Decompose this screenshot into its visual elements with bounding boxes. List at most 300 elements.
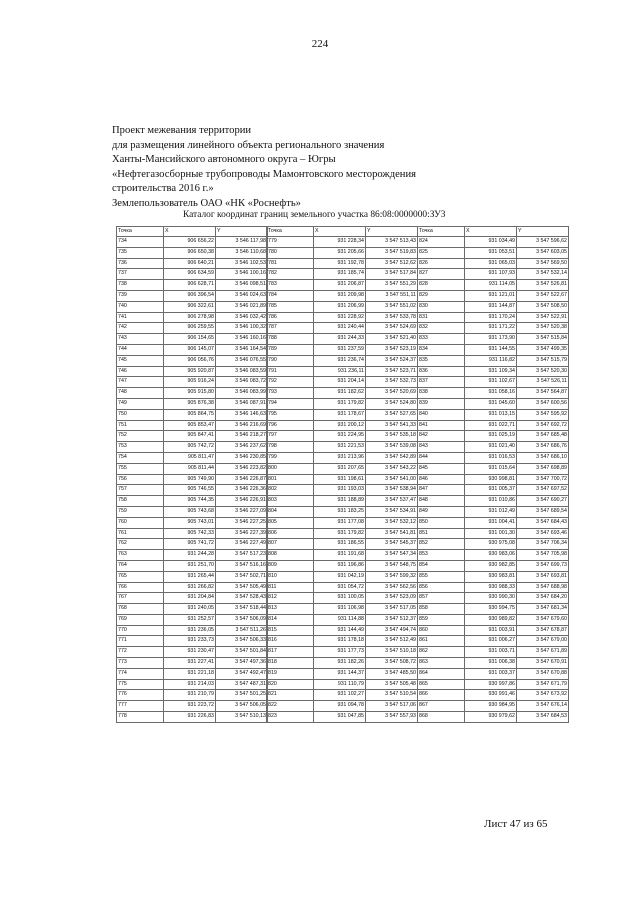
cell-y: 3 547 532,73 — [366, 377, 418, 388]
cell-x: 930 998,81 — [465, 474, 517, 485]
cell-point: 751 — [117, 420, 164, 431]
table-row — [117, 420, 268, 431]
cell-x: 906 322,61 — [164, 301, 216, 312]
table-row — [117, 312, 268, 323]
cell-x: 931 065,03 — [465, 258, 517, 269]
cell-point: 849 — [418, 506, 465, 517]
table-row — [267, 463, 418, 474]
cell-point: 837 — [418, 377, 465, 388]
cell-x: 931 177,08 — [314, 517, 366, 528]
table-row — [117, 269, 268, 280]
cell-x: 931 107,93 — [465, 269, 517, 280]
table-row — [267, 604, 418, 615]
cell-point: 746 — [117, 366, 164, 377]
table-row — [117, 344, 268, 355]
cell-point: 802 — [267, 485, 314, 496]
column-header-point: Точка — [117, 227, 164, 237]
cell-point: 775 — [117, 679, 164, 690]
table-row — [418, 280, 569, 291]
cell-y: 3 547 517,84 — [366, 269, 418, 280]
cell-y: 3 547 698,89 — [517, 463, 569, 474]
cell-x: 930 984,95 — [465, 701, 517, 712]
cell-x: 931 207,65 — [314, 463, 366, 474]
cell-y: 3 547 673,92 — [517, 690, 569, 701]
table-row — [267, 344, 418, 355]
cell-y: 3 547 679,60 — [517, 614, 569, 625]
cell-point: 864 — [418, 668, 465, 679]
cell-point: 796 — [267, 420, 314, 431]
cell-point: 844 — [418, 452, 465, 463]
cell-y: 3 547 684,20 — [517, 593, 569, 604]
cell-y: 3 546 160,16 — [216, 334, 268, 345]
cell-y: 3 547 510,18 — [366, 647, 418, 658]
table-row — [418, 517, 569, 528]
table-row — [418, 528, 569, 539]
cell-point: 866 — [418, 690, 465, 701]
cell-y: 3 547 520,69 — [366, 388, 418, 399]
cell-x: 931 182,26 — [314, 658, 366, 669]
cell-x: 906 650,38 — [164, 247, 216, 258]
cell-point: 783 — [267, 280, 314, 291]
cell-x: 905 853,47 — [164, 420, 216, 431]
table-row — [418, 301, 569, 312]
cell-x: 931 185,74 — [314, 269, 366, 280]
cell-x: 931 004,41 — [465, 517, 517, 528]
table-row — [418, 463, 569, 474]
cell-y: 3 547 551,11 — [366, 290, 418, 301]
cell-x: 931 228,92 — [314, 312, 366, 323]
table-row — [267, 258, 418, 269]
cell-point: 737 — [117, 269, 164, 280]
cell-x: 905 847,41 — [164, 431, 216, 442]
table-header-row — [418, 227, 569, 237]
cell-x: 905 749,90 — [164, 474, 216, 485]
cell-point: 829 — [418, 290, 465, 301]
table-row — [418, 496, 569, 507]
cell-y: 3 547 551,02 — [366, 301, 418, 312]
cell-point: 745 — [117, 355, 164, 366]
table-row — [267, 701, 418, 712]
cell-y: 3 547 512,62 — [366, 258, 418, 269]
cell-point: 848 — [418, 496, 465, 507]
cell-point: 831 — [418, 312, 465, 323]
table-row — [117, 355, 268, 366]
cell-point: 832 — [418, 323, 465, 334]
cell-point: 803 — [267, 496, 314, 507]
table-row — [267, 539, 418, 550]
cell-y: 3 547 533,78 — [366, 312, 418, 323]
cell-x: 931 144,49 — [314, 625, 366, 636]
cell-y: 3 547 693,46 — [517, 528, 569, 539]
cell-x: 931 192,78 — [314, 258, 366, 269]
cell-y: 3 547 524,69 — [366, 323, 418, 334]
cell-point: 865 — [418, 679, 465, 690]
cell-point: 771 — [117, 636, 164, 647]
cell-point: 843 — [418, 442, 465, 453]
cell-point: 782 — [267, 269, 314, 280]
cell-y: 3 547 492,47 — [216, 668, 268, 679]
table-row — [267, 560, 418, 571]
cell-point: 839 — [418, 398, 465, 409]
cell-x: 930 988,33 — [465, 582, 517, 593]
cell-y: 3 547 524,80 — [366, 398, 418, 409]
table-row — [267, 323, 418, 334]
cell-y: 3 547 511,26 — [216, 625, 268, 636]
cell-x: 905 811,47 — [164, 452, 216, 463]
cell-y: 3 546 102,53 — [216, 258, 268, 269]
table-row — [117, 550, 268, 561]
cell-x: 931 214,03 — [164, 679, 216, 690]
table-header-row — [117, 227, 268, 237]
cell-point: 850 — [418, 517, 465, 528]
cell-y: 3 547 569,50 — [517, 258, 569, 269]
cell-x: 931 006,27 — [465, 636, 517, 647]
cell-point: 826 — [418, 258, 465, 269]
cell-x: 931 102,27 — [314, 690, 366, 701]
cell-point: 806 — [267, 528, 314, 539]
cell-point: 857 — [418, 593, 465, 604]
cell-point: 822 — [267, 701, 314, 712]
cell-y: 3 546 164,54 — [216, 344, 268, 355]
cell-y: 3 546 032,42 — [216, 312, 268, 323]
cell-x: 931 045,60 — [465, 398, 517, 409]
cell-y: 3 547 693,81 — [517, 571, 569, 582]
table-row — [267, 377, 418, 388]
cell-y: 3 547 506,09 — [216, 614, 268, 625]
cell-point: 743 — [117, 334, 164, 345]
page-number: 224 — [311, 38, 329, 50]
cell-point: 741 — [117, 312, 164, 323]
cell-y: 3 547 520,38 — [517, 323, 569, 334]
cell-point: 804 — [267, 506, 314, 517]
cell-point: 845 — [418, 463, 465, 474]
cell-point: 819 — [267, 668, 314, 679]
cell-x: 931 025,19 — [465, 431, 517, 442]
table-row — [418, 452, 569, 463]
table-row — [117, 442, 268, 453]
cell-x: 931 204,14 — [314, 377, 366, 388]
cell-x: 930 983,06 — [465, 550, 517, 561]
cell-point: 735 — [117, 247, 164, 258]
cell-y: 3 547 524,37 — [366, 355, 418, 366]
cell-y: 3 547 706,34 — [517, 539, 569, 550]
table-row — [117, 582, 268, 593]
table-row — [267, 517, 418, 528]
cell-x: 931 021,40 — [465, 442, 517, 453]
cell-y: 3 547 526,81 — [517, 280, 569, 291]
table-row — [267, 496, 418, 507]
cell-point: 788 — [267, 334, 314, 345]
cell-x: 931 236,11 — [314, 366, 366, 377]
cell-point: 855 — [418, 571, 465, 582]
cell-x: 930 979,62 — [465, 712, 517, 723]
cell-x: 931 183,25 — [314, 506, 366, 517]
cell-y: 3 546 117,98 — [216, 237, 268, 248]
cell-point: 847 — [418, 485, 465, 496]
cell-x: 931 237,59 — [314, 344, 366, 355]
cell-y: 3 546 226,36 — [216, 485, 268, 496]
table-row — [267, 679, 418, 690]
cell-y: 3 547 697,52 — [517, 485, 569, 496]
cell-y: 3 546 223,82 — [216, 463, 268, 474]
table-row — [117, 625, 268, 636]
cell-x: 931 178,67 — [314, 409, 366, 420]
cell-point: 851 — [418, 528, 465, 539]
cell-point: 812 — [267, 593, 314, 604]
table-row — [117, 679, 268, 690]
cell-x: 931 223,72 — [164, 701, 216, 712]
cell-x: 905 744,35 — [164, 496, 216, 507]
cell-point: 859 — [418, 614, 465, 625]
cell-x: 931 178,18 — [314, 636, 366, 647]
table-row — [418, 290, 569, 301]
table-row — [117, 712, 268, 723]
cell-point: 765 — [117, 571, 164, 582]
cell-y: 3 547 537,47 — [366, 496, 418, 507]
sheet-counter: Лист 47 из 65 — [484, 818, 548, 830]
cell-x: 931 015,64 — [465, 463, 517, 474]
cell-x: 906 656,22 — [164, 237, 216, 248]
table-row — [418, 550, 569, 561]
cell-x: 931 094,78 — [314, 701, 366, 712]
cell-point: 774 — [117, 668, 164, 679]
cell-y: 3 546 146,63 — [216, 409, 268, 420]
cell-point: 852 — [418, 539, 465, 550]
cell-x: 931 121,01 — [465, 290, 517, 301]
cell-x: 930 994,75 — [465, 604, 517, 615]
cell-x: 931 204,84 — [164, 593, 216, 604]
table-row — [418, 431, 569, 442]
table-row — [418, 312, 569, 323]
table-caption: Каталог координат границ земельного участка 86:08:0000000:ЗУ3 — [183, 210, 446, 220]
cell-y: 3 547 685,48 — [517, 431, 569, 442]
cell-y: 3 547 520,30 — [517, 366, 569, 377]
cell-point: 744 — [117, 344, 164, 355]
cell-y: 3 547 517,23 — [216, 550, 268, 561]
table-row — [117, 474, 268, 485]
column-header-point: Точка — [267, 227, 314, 237]
cell-x: 905 916,24 — [164, 377, 216, 388]
cell-x: 931 182,62 — [314, 388, 366, 399]
table-row — [117, 560, 268, 571]
cell-point: 764 — [117, 560, 164, 571]
cell-y: 3 547 603,05 — [517, 247, 569, 258]
table-row — [117, 280, 268, 291]
cell-point: 807 — [267, 539, 314, 550]
table-row — [117, 323, 268, 334]
table-row — [418, 571, 569, 582]
cell-y: 3 547 599,32 — [366, 571, 418, 582]
table-row — [418, 506, 569, 517]
cell-x: 905 742,33 — [164, 528, 216, 539]
cell-point: 787 — [267, 323, 314, 334]
cell-y: 3 547 532,12 — [366, 517, 418, 528]
cell-point: 798 — [267, 442, 314, 453]
cell-point: 828 — [418, 280, 465, 291]
cell-x: 931 244,33 — [314, 334, 366, 345]
table-row — [117, 539, 268, 550]
cell-point: 814 — [267, 614, 314, 625]
cell-point: 824 — [418, 237, 465, 248]
table-row — [418, 269, 569, 280]
table-row — [267, 550, 418, 561]
cell-x: 931 042,19 — [314, 571, 366, 582]
cell-point: 853 — [418, 550, 465, 561]
cell-y: 3 547 681,34 — [517, 604, 569, 615]
cell-y: 3 547 690,27 — [517, 496, 569, 507]
cell-point: 791 — [267, 366, 314, 377]
cell-y: 3 547 564,87 — [517, 388, 569, 399]
cell-y: 3 547 557,93 — [366, 712, 418, 723]
cell-x: 931 144,37 — [314, 668, 366, 679]
table-row — [267, 625, 418, 636]
cell-x: 906 056,76 — [164, 355, 216, 366]
cell-y: 3 547 523,71 — [366, 366, 418, 377]
cell-point: 769 — [117, 614, 164, 625]
cell-point: 770 — [117, 625, 164, 636]
cell-y: 3 547 508,72 — [366, 658, 418, 669]
cell-x: 931 058,16 — [465, 388, 517, 399]
cell-y: 3 547 506,05 — [216, 701, 268, 712]
table-row — [267, 312, 418, 323]
cell-point: 761 — [117, 528, 164, 539]
cell-point: 816 — [267, 636, 314, 647]
cell-point: 778 — [117, 712, 164, 723]
cell-x: 931 213,96 — [314, 452, 366, 463]
cell-y: 3 547 516,16 — [216, 560, 268, 571]
table-row — [117, 237, 268, 248]
table-row — [117, 463, 268, 474]
cell-x: 931 240,44 — [314, 323, 366, 334]
cell-point: 818 — [267, 658, 314, 669]
cell-x: 931 003,37 — [465, 668, 517, 679]
cell-x: 906 640,21 — [164, 258, 216, 269]
cell-x: 931 054,72 — [314, 582, 366, 593]
cell-x: 931 233,73 — [164, 636, 216, 647]
cell-x: 905 742,72 — [164, 442, 216, 453]
cell-point: 862 — [418, 647, 465, 658]
cell-x: 931 240,05 — [164, 604, 216, 615]
column-header-y: Y — [216, 227, 268, 237]
cell-y: 3 547 595,92 — [517, 409, 569, 420]
table-row — [267, 668, 418, 679]
cell-x: 931 210,79 — [164, 690, 216, 701]
cell-point: 753 — [117, 442, 164, 453]
cell-x: 905 743,68 — [164, 506, 216, 517]
table-row — [117, 377, 268, 388]
cell-x: 931 205,66 — [314, 247, 366, 258]
cell-x: 931 265,44 — [164, 571, 216, 582]
coordinates-table-3 — [417, 226, 569, 723]
cell-point: 756 — [117, 474, 164, 485]
cell-x: 931 221,53 — [314, 442, 366, 453]
cell-y: 3 547 485,50 — [366, 668, 418, 679]
cell-y: 3 547 497,36 — [216, 658, 268, 669]
cell-point: 736 — [117, 258, 164, 269]
cell-point: 738 — [117, 280, 164, 291]
cell-point: 815 — [267, 625, 314, 636]
table-row — [117, 388, 268, 399]
cell-x: 906 396,54 — [164, 290, 216, 301]
cell-y: 3 546 083,99 — [216, 388, 268, 399]
cell-y: 3 546 100,16 — [216, 269, 268, 280]
column-header-x: X — [314, 227, 366, 237]
cell-y: 3 547 686,76 — [517, 442, 569, 453]
cell-y: 3 547 699,73 — [517, 560, 569, 571]
cell-y: 3 547 517,06 — [366, 701, 418, 712]
cell-y: 3 546 024,63 — [216, 290, 268, 301]
cell-x: 931 053,51 — [465, 247, 517, 258]
cell-x: 931 209,98 — [314, 290, 366, 301]
cell-point: 863 — [418, 658, 465, 669]
table-row — [267, 247, 418, 258]
cell-y: 3 547 671,89 — [517, 647, 569, 658]
table-row — [117, 431, 268, 442]
cell-x: 931 114,05 — [465, 280, 517, 291]
table-row — [418, 539, 569, 550]
cell-point: 763 — [117, 550, 164, 561]
cell-x: 931 003,91 — [465, 625, 517, 636]
cell-x: 931 198,61 — [314, 474, 366, 485]
cell-y: 3 547 519,83 — [366, 247, 418, 258]
cell-y: 3 547 686,10 — [517, 452, 569, 463]
cell-point: 810 — [267, 571, 314, 582]
header-line: Ханты-Мансийского автономного округа – Югры — [112, 154, 336, 166]
table-row — [418, 377, 569, 388]
cell-point: 772 — [117, 647, 164, 658]
cell-point: 860 — [418, 625, 465, 636]
cell-x: 905 746,55 — [164, 485, 216, 496]
cell-y: 3 547 539,08 — [366, 442, 418, 453]
cell-y: 3 547 528,43 — [216, 593, 268, 604]
table-row — [267, 290, 418, 301]
table-row — [267, 528, 418, 539]
cell-x: 931 116,82 — [465, 355, 517, 366]
table-row — [117, 571, 268, 582]
table-row — [267, 614, 418, 625]
cell-x: 931 177,73 — [314, 647, 366, 658]
cell-point: 808 — [267, 550, 314, 561]
table-row — [267, 636, 418, 647]
cell-point: 836 — [418, 366, 465, 377]
table-row — [117, 258, 268, 269]
table-row — [418, 258, 569, 269]
cell-y: 3 547 515,84 — [517, 334, 569, 345]
cell-y: 3 546 227,39 — [216, 528, 268, 539]
cell-point: 813 — [267, 604, 314, 615]
cell-y: 3 547 671,79 — [517, 679, 569, 690]
table-row — [418, 647, 569, 658]
cell-y: 3 547 508,50 — [517, 301, 569, 312]
cell-point: 780 — [267, 247, 314, 258]
cell-x: 931 016,53 — [465, 452, 517, 463]
cell-x: 931 186,55 — [314, 539, 366, 550]
cell-x: 931 221,18 — [164, 668, 216, 679]
table-row — [117, 668, 268, 679]
cell-point: 800 — [267, 463, 314, 474]
cell-y: 3 547 506,33 — [216, 636, 268, 647]
table-row — [117, 690, 268, 701]
cell-y: 3 547 670,88 — [517, 668, 569, 679]
cell-y: 3 547 523,09 — [366, 593, 418, 604]
cell-point: 749 — [117, 398, 164, 409]
cell-y: 3 547 501,25 — [216, 690, 268, 701]
table-row — [117, 636, 268, 647]
table-row — [267, 647, 418, 658]
cell-y: 3 547 522,67 — [517, 290, 569, 301]
cell-x: 931 200,12 — [314, 420, 366, 431]
cell-x: 905 876,38 — [164, 398, 216, 409]
